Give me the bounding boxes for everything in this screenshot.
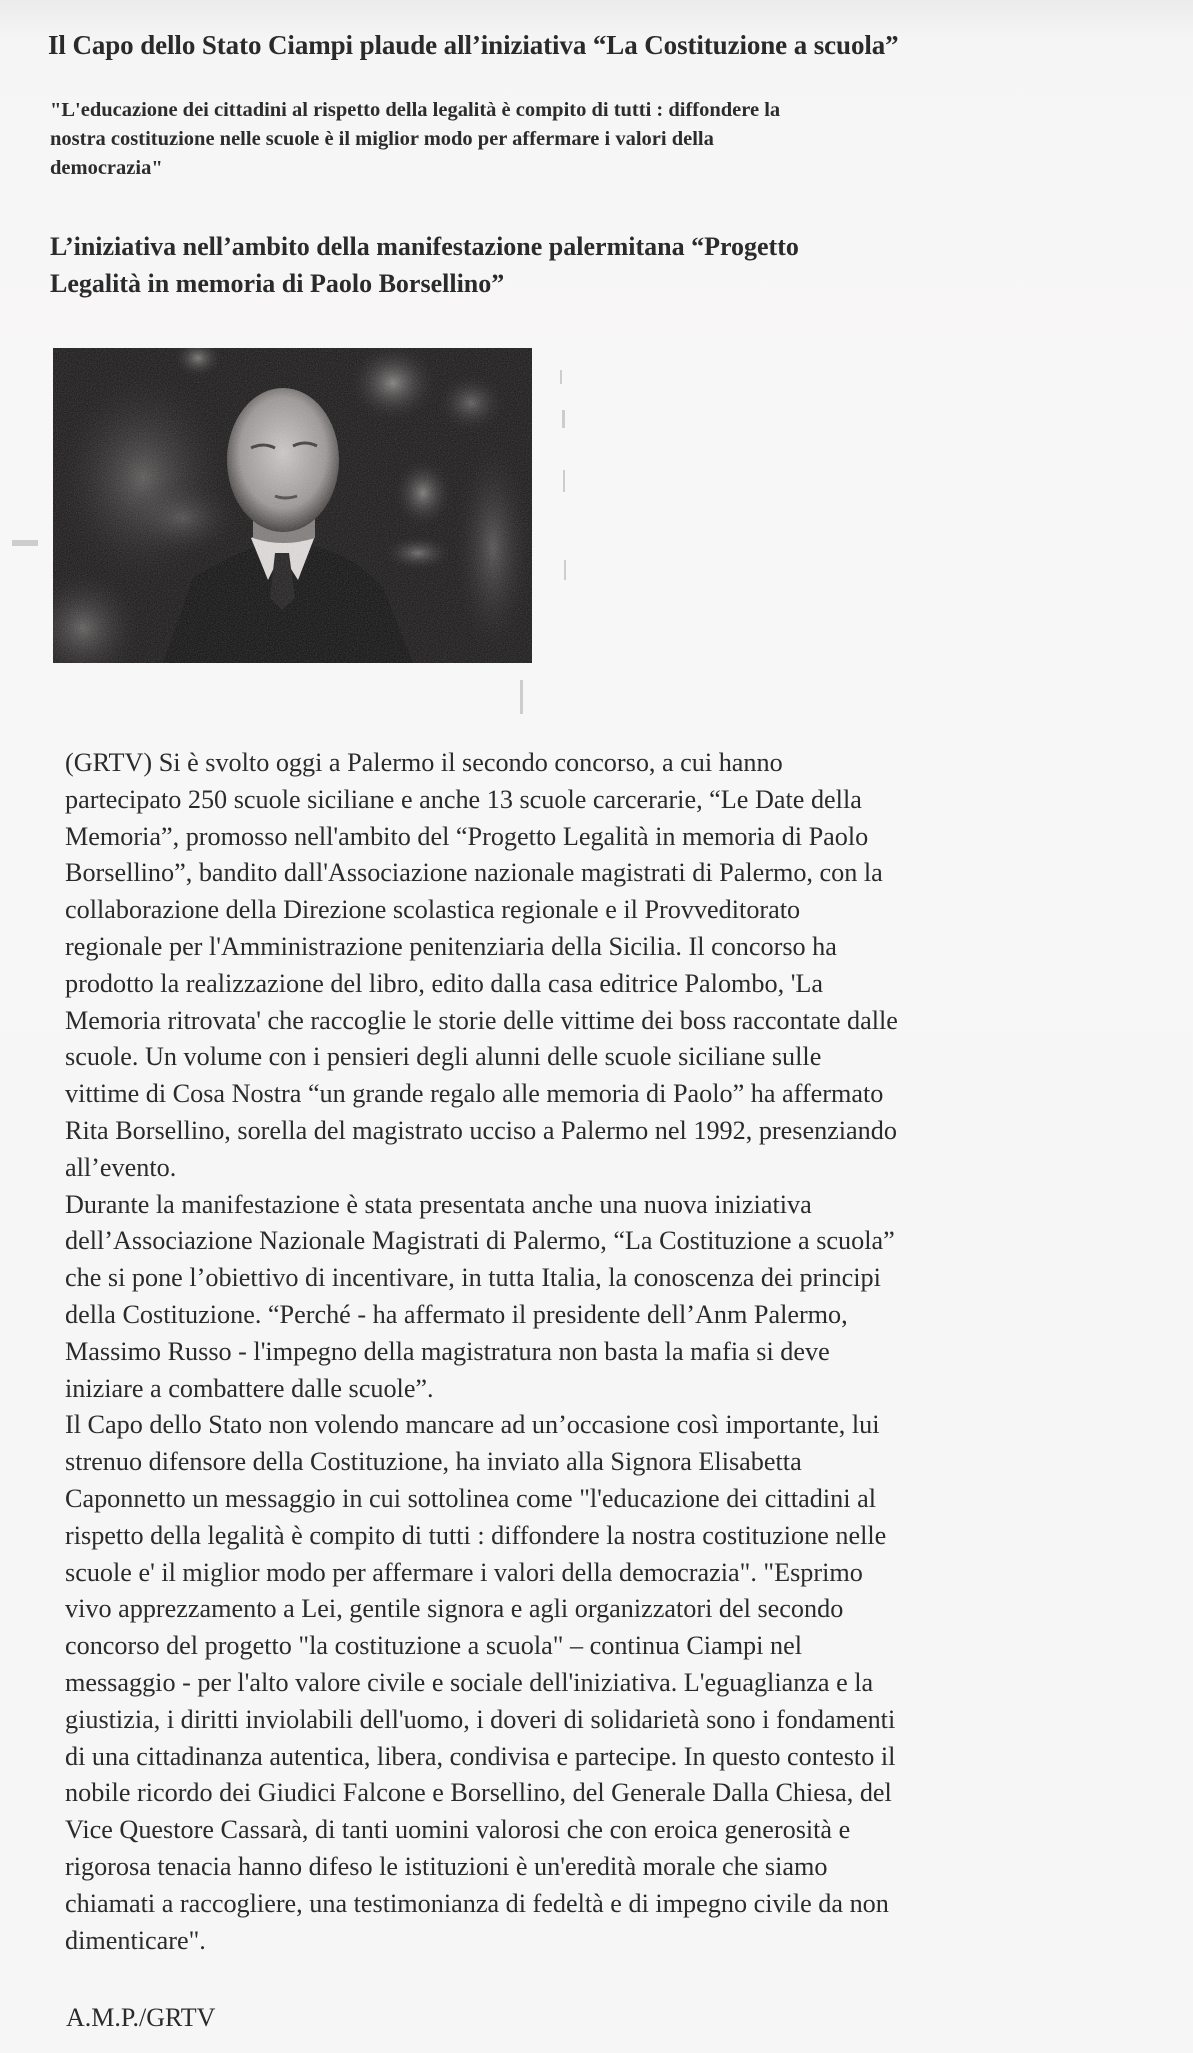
body-line: che si pone l’obiettivo di incentivare, in tutta Italia, la conoscenza dei principi xyxy=(65,1263,881,1293)
quote-line: nostra costituzione nelle scuole è il miglior modo per affermare i valori della xyxy=(50,128,714,150)
body-line: scuole. Un volume con i pensieri degli alunni delle scuole siciliane sulle xyxy=(65,1042,822,1072)
body-line: regionale per l'Amministrazione penitenziaria della Sicilia. Il concorso ha xyxy=(65,931,837,961)
body-line: Caponnetto un messaggio in cui sottolinea come "l'educazione dei cittadini al xyxy=(65,1483,876,1513)
body-line: dell’Associazione Nazionale Magistrati di Palermo, “La Costituzione a scuola” xyxy=(65,1226,895,1256)
body-line: Il Capo dello Stato non volendo mancare ad un’occasione così importante, lui xyxy=(65,1410,880,1440)
subheading-line: Legalità in memoria di Paolo Borsellino” xyxy=(50,269,505,298)
body-line: partecipato 250 scuole siciliane e anche 13 scuole carcerarie, “Le Date della xyxy=(65,784,862,814)
body-line: vittime di Cosa Nostra “un grande regalo alle memoria di Paolo” ha affermato xyxy=(65,1079,884,1109)
body-line: prodotto la realizzazione del libro, edito dalla casa editrice Palombo, 'La xyxy=(65,968,824,998)
body-line: scuole e' il miglior modo per affermare i valori della democrazia". "Esprimo xyxy=(65,1557,863,1587)
body-line: collaborazione della Direzione scolastica regionale e il Provveditorato xyxy=(65,895,801,925)
body-line: concorso del progetto "la costituzione a scuola" – continua Ciampi nel xyxy=(65,1631,802,1661)
body-line: Massimo Russo - l'impegno della magistratura non basta la mafia si deve xyxy=(65,1336,830,1366)
body-line: messaggio - per l'alto valore civile e sociale dell'iniziativa. L'eguaglianza e la xyxy=(65,1667,874,1697)
scan-speck xyxy=(12,540,38,546)
body-line: Durante la manifestazione è stata presentata anche una nuova iniziativa xyxy=(65,1189,812,1219)
quote-line: "L'educazione dei cittadini al rispetto della legalità è compito di tutti : diffondere la xyxy=(50,99,781,121)
subheading-line: L’iniziativa nell’ambito della manifestazione palermitana “Progetto xyxy=(50,232,799,261)
scan-speck xyxy=(560,370,562,384)
body-line: iniziare a combattere dalle scuole”. xyxy=(65,1373,434,1403)
body-line: vivo apprezzamento a Lei, gentile signora e agli organizzatori del secondo xyxy=(65,1594,844,1624)
body-line: rigorosa tenacia hanno difeso le istituzioni è un'eredità morale che siamo xyxy=(65,1851,828,1881)
portrait-photo-icon xyxy=(53,348,532,663)
body-line: giustizia, i diritti inviolabili dell'uomo, i doveri di solidarietà sono i fondamenti xyxy=(65,1704,896,1734)
article-subheading xyxy=(50,228,1150,302)
body-line: Vice Questore Cassarà, di tanti uomini valorosi che con eroica generosità e xyxy=(65,1815,851,1845)
quote-line: democrazia" xyxy=(50,157,163,179)
body-line: Memoria ritrovata' che raccoglie le storie delle vittime dei boss raccontate dalle xyxy=(65,1005,898,1035)
scan-speck xyxy=(520,680,523,714)
scan-speck xyxy=(563,470,565,492)
body-line: chiamati a raccogliere, una testimonianza di fedeltà e di impegno civile da non xyxy=(65,1888,889,1918)
body-line: di una cittadinanza autentica, libera, condivisa e partecipe. In questo contesto il xyxy=(65,1741,896,1771)
body-line: (GRTV) Si è svolto oggi a Palermo il secondo concorso, a cui hanno xyxy=(65,748,783,777)
body-line: nobile ricordo dei Giudici Falcone e Borsellino, del Generale Dalla Chiesa, del xyxy=(65,1778,892,1808)
scan-speck xyxy=(562,410,565,428)
body-line: Memoria”, promosso nell'ambito del “Progetto Legalità in memoria di Paolo xyxy=(65,821,869,851)
body-line: strenuo difensore della Costituzione, ha inviato alla Signora Elisabetta xyxy=(65,1447,802,1477)
article-title: Il Capo dello Stato Ciampi plaude all’iniziativa “La Costituzione a scuola” xyxy=(48,30,899,60)
scan-speck xyxy=(564,560,566,580)
quote-block xyxy=(50,96,1150,183)
body-line: rispetto della legalità è compito di tutti : diffondere la nostra costituzione nelle xyxy=(65,1520,887,1550)
body-line: Borsellino”, bandito dall'Associazione nazionale magistrati di Palermo, con la xyxy=(65,858,883,888)
portrait-photo xyxy=(53,348,532,663)
body-line: dimenticare". xyxy=(65,1925,206,1955)
article-signature: A.M.P./GRTV xyxy=(66,2003,216,2032)
article-body xyxy=(65,745,1165,1959)
body-line: all’evento. xyxy=(65,1152,177,1182)
body-line: della Costituzione. “Perché - ha affermato il presidente dell’Anm Palermo, xyxy=(65,1299,848,1329)
body-line: Rita Borsellino, sorella del magistrato ucciso a Palermo nel 1992, presenziando xyxy=(65,1115,897,1145)
